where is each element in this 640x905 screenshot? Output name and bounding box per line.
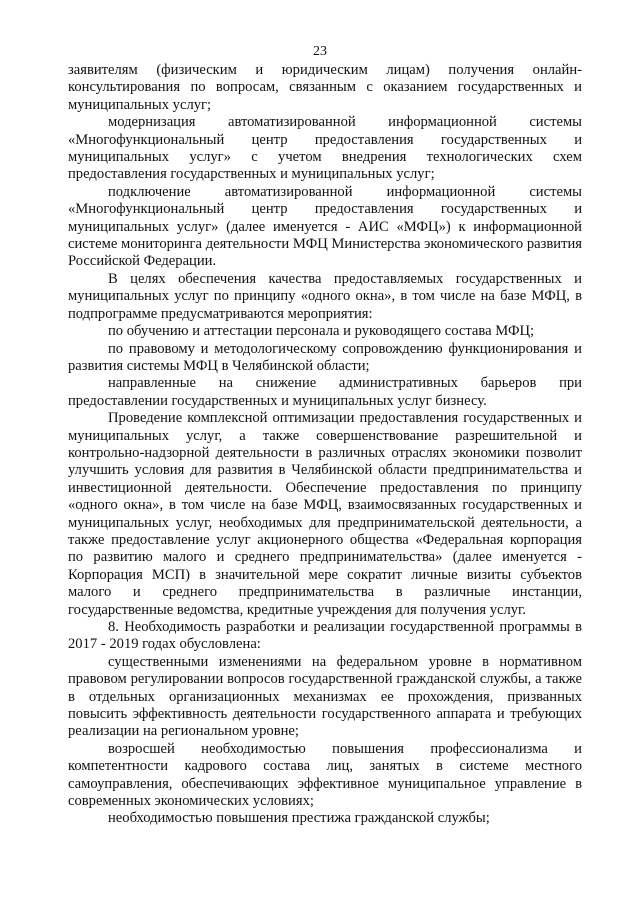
document-body: [68, 62, 582, 828]
paragraph: Проведение комплексной оптимизации предоставления государственных и муниципальных услуг, а также совершенствование разрешительной и контрольно-надзорной деятельности в различных отраслях экономики позволит улучшить условия для развития в Челябинской области предпринимательства и инвестиционной деятельности. Обеспечение предоставления по принципу «одного окна», в том числе на базе МФЦ, взаимосвязанных государственных и муниципальных услуг, необходимых для предпринимательской деятельности, а также предоставление услуг акционерного общества «Федеральная корпорация по развитию малого и среднего предпринимательства» (далее именуется - Корпорация МСП) в значительной мере сократит личные визиты субъектов малого и среднего предпринимательства в различные инстанции, государственные ведомства, кредитные учреждения для получения услуг.: [68, 410, 582, 618]
paragraph: по обучению и аттестации персонала и руководящего состава МФЦ;: [108, 323, 535, 340]
paragraph: модернизация автоматизированной информационной системы «Многофункциональный центр предоставления государственных и муниципальных услуг» с учетом внедрения технологических схем предоставления государственных и муниципальных услуг;: [68, 114, 582, 183]
paragraph: необходимостью повышения престижа гражданской службы;: [108, 810, 490, 827]
paragraph: возросшей необходимостью повышения профессионализма и компетентности кадрового состава лиц, занятых в системе местного самоуправления, обеспечивающих эффективное муниципальное управление в современных экономических условиях;: [68, 740, 582, 810]
paragraph: заявителям (физическим и юридическим лицам) получения онлайн-консультирования по вопросам, связанным с оказанием государственных и муниципальных услуг;: [68, 62, 582, 113]
paragraph: 8. Необходимость разработки и реализации государственной программы в 2017 - 2019 годах обусловлена:: [68, 619, 582, 653]
paragraph: подключение автоматизированной информационной системы «Многофункциональный центр предоставления государственных и муниципальных услуг» (далее именуется - АИС «МФЦ») к информационной системе мониторинга деятельности МФЦ Министерства экономического развития Российской Федерации.: [68, 183, 582, 270]
paragraph: В целях обеспечения качества предоставляемых государственных и муниципальных услуг по принципу «одного окна», в том числе на базе МФЦ, в подпрограмме предусматриваются мероприятия:: [68, 270, 582, 322]
paragraph: направленные на снижение административных барьеров при предоставлении государственных и муниципальных услуг бизнесу.: [68, 375, 582, 409]
paragraph: по правовому и методологическому сопровождению функционирования и развития системы МФЦ в Челябинской области;: [68, 340, 582, 374]
paragraph: существенными изменениями на федеральном уровне в нормативном правовом регулировании вопросов государственной гражданской службы, а также в отдельных организационных механизмах ее прохождения, призванных повысить эффективность деятельности государственного аппарата и требующих реализации на региональном уровне;: [68, 653, 582, 740]
page-number: 23: [313, 44, 327, 59]
